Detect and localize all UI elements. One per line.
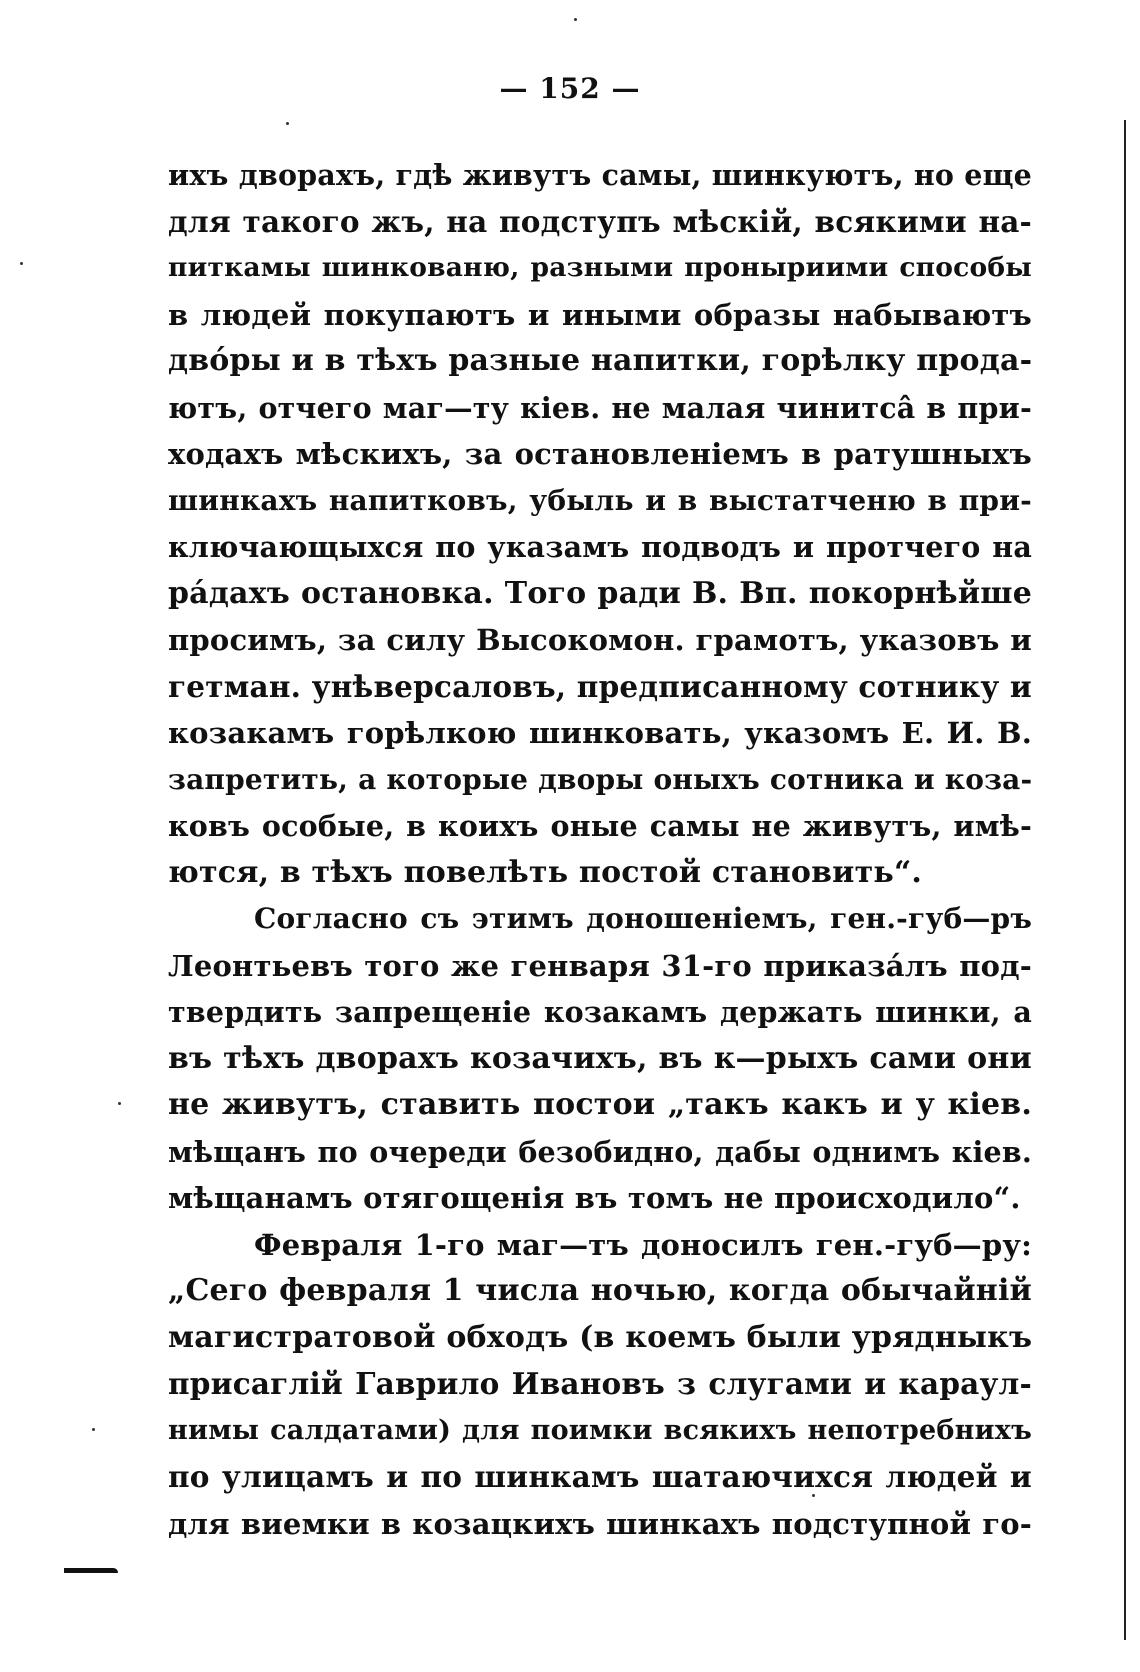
text-line: не живутъ, ставить постои „такъ какъ и у кіев. xyxy=(168,1087,1032,1122)
text-line: мѣщанъ по очереди безобидно, дабы однимъ кіев. xyxy=(168,1134,1032,1169)
text-line: Февраля 1-го маг—тъ доносилъ ген.-губ—ру: xyxy=(254,1227,1032,1262)
text-line: ютъ, отчего маг—ту кіев. не малая чинитсâ в при- xyxy=(168,390,1032,425)
scan-speck xyxy=(574,18,577,21)
scan-mark xyxy=(64,1568,118,1573)
text-line: Леонтьевъ того же генваря 31-го приказáлъ под- xyxy=(168,948,1032,983)
text-line: Согласно съ этимъ доношеніемъ, ген.-губ—ръ xyxy=(254,902,1032,935)
text-line: магистратовой обходъ (в коемъ были урядныкъ xyxy=(168,1319,1033,1355)
text-line: питкамы шинкованю, разными проныриими способы xyxy=(168,252,1032,283)
text-line: присаглій Гаврило Ивановъ з слугами и караул- xyxy=(168,1366,1032,1401)
text-line: запретить, а которые дворы оныхъ сотника и коза- xyxy=(168,762,1033,796)
page-number: — 152 — xyxy=(499,72,641,105)
text-line: „Сего февраля 1 числа ночью, когда обычайній xyxy=(168,1273,1032,1308)
text-line: шинкахъ напитковъ, убыль и в выстатченю в при- xyxy=(168,483,1032,517)
scan-edge-line xyxy=(1124,120,1126,1640)
text-line: двóры и в тѣхъ разные напитки, горѣлку прода- xyxy=(168,343,1033,378)
body-text xyxy=(168,152,1032,1547)
text-line: козакамъ горѣлкою шинковать, указомъ Е. И. В. xyxy=(168,716,1032,750)
text-line: для такого жъ, на подступъ мѣскій, всякими на- xyxy=(168,203,1032,239)
text-line: ихъ дворахъ, гдѣ живутъ самы, шинкуютъ, но еще xyxy=(168,158,1032,192)
scan-speck xyxy=(286,122,289,125)
text-line: ются, в тѣхъ повелѣть постой становить“. xyxy=(168,854,923,890)
text-line: в людей покупаютъ и иными образы набываютъ xyxy=(168,297,1032,332)
text-line: рáдахъ остановка. Того ради В. Вп. покорнѣйше xyxy=(168,575,1032,611)
text-line: по улицамъ и по шинкамъ шатаючихся людей и xyxy=(168,1459,1032,1494)
text-line: ключающыхся по указамъ подводъ и протчего на xyxy=(168,530,1032,564)
text-line: гетман. унѣверсаловъ, предписанному сотнику и xyxy=(168,668,1032,704)
text-line: ковъ особые, в коихъ оные самы не живутъ, имѣ- xyxy=(168,809,1032,843)
text-line: для виемки в козацкихъ шинкахъ подступной го- xyxy=(168,1506,1032,1541)
text-line: ходахъ мѣскихъ, за остановленіемъ в ратушныхъ xyxy=(168,437,1032,471)
text-line: нимы салдатами) для поимки всякихъ непотребнихъ xyxy=(168,1414,1032,1446)
text-line: твердить запрещеніе козакамъ держать шинки, а xyxy=(168,995,1032,1029)
scan-speck xyxy=(92,1428,95,1431)
text-line: въ тѣхъ дворахъ козачихъ, въ к—рыхъ сами они xyxy=(168,1040,1032,1076)
scan-speck xyxy=(812,1494,815,1497)
text-line: просимъ, за силу Высокомон. грамотъ, указовъ и xyxy=(168,623,1032,657)
scan-speck xyxy=(20,262,23,265)
scan-speck xyxy=(118,1102,121,1105)
text-line: мѣщанамъ отягощенія въ томъ не происходило“. xyxy=(168,1181,1021,1215)
